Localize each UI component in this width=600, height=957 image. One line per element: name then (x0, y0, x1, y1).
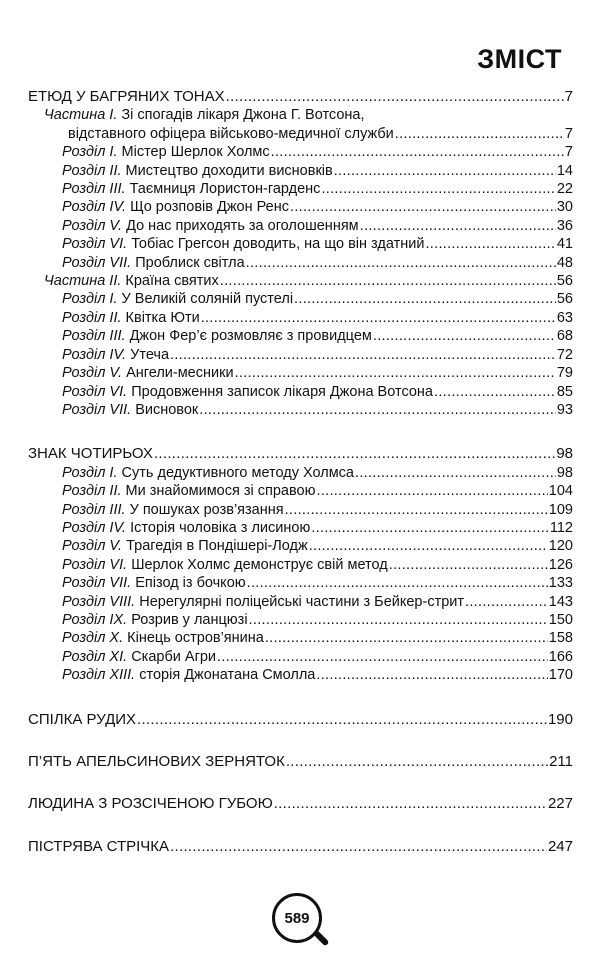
dot-leader (373, 327, 556, 345)
work-title-row (28, 711, 573, 729)
toc-entry-row (28, 629, 573, 647)
work-title-row (28, 445, 573, 463)
entry-prefix: Розділ VIII. (62, 593, 136, 610)
dot-leader (311, 519, 549, 537)
entry-text: ПІСТРЯВА СТРІЧКА (28, 837, 170, 855)
entry-page: 109 (548, 501, 573, 518)
toc-entry-row (28, 611, 573, 629)
entry-text: Квітка Юти (125, 309, 200, 326)
dot-leader (316, 482, 547, 500)
dot-leader (465, 593, 548, 611)
entry-text: Таємниця Лористон-гарденс (129, 181, 321, 198)
toc-entry-row (28, 272, 573, 290)
entry-text: Мистецтво доходити висновків (125, 162, 333, 179)
entry-page: 166 (548, 648, 573, 665)
entry-text: відставного офіцера військово-медичної служби (68, 125, 394, 142)
entry-text: У Великій соляній пустелі (121, 291, 294, 308)
entry-page: 63 (556, 309, 573, 326)
toc-entry-row (28, 290, 573, 308)
entry-prefix: Розділ І. (62, 464, 118, 481)
dot-leader (334, 162, 556, 180)
entry-page: 120 (548, 538, 573, 555)
work-title-row (28, 88, 573, 106)
toc-entry-row (28, 217, 573, 235)
entry-page: 133 (548, 575, 573, 592)
dot-leader (321, 180, 555, 198)
entry-prefix: Розділ IV. (62, 346, 127, 363)
entry-text: сторія Джонатана Смолла (139, 667, 316, 684)
work-title-row (28, 753, 573, 771)
entry-text: ЛЮДИНА З РОЗСІЧЕНОЮ ГУБОЮ (28, 795, 273, 813)
entry-text: Проблиск світла (135, 254, 245, 271)
toc-entry-row (28, 198, 573, 216)
entry-prefix: Розділ І. (62, 144, 118, 161)
toc-entry-row (28, 106, 573, 124)
entry-page: 56 (556, 291, 573, 308)
entry-prefix: Розділ VII. (62, 401, 132, 418)
entry-prefix: Розділ VI. (62, 383, 128, 400)
entry-text: ЕТЮД У БАГРЯНИХ ТОНАХ (28, 88, 225, 105)
toc-entry-row (28, 235, 573, 253)
entry-prefix: Розділ XIII. (62, 667, 136, 684)
entry-prefix: Розділ VI. (62, 556, 128, 573)
entry-text: Джон Фер’є розмовляє з провидцем (129, 328, 372, 345)
dot-leader (360, 217, 556, 235)
entry-text: П’ЯТЬ АПЕЛЬСИНОВИХ ЗЕРНЯТОК (28, 753, 285, 770)
table-of-contents (28, 88, 573, 856)
entry-prefix: Розділ V. (62, 365, 123, 382)
entry-page: 79 (556, 365, 573, 382)
toc-entry-row (28, 648, 573, 666)
entry-page: 143 (548, 593, 573, 610)
entry-text: Кінець остров’янина (127, 630, 264, 647)
entry-page: 7 (564, 125, 573, 142)
entry-prefix: Розділ ІІ. (62, 162, 122, 179)
dot-leader (286, 753, 548, 771)
entry-prefix: Частина ІІ. (44, 273, 122, 290)
entry-page: 227 (547, 795, 573, 813)
dot-leader (271, 143, 564, 161)
dot-leader (294, 290, 556, 308)
entry-prefix: Розділ ІІ. (62, 309, 122, 326)
dot-leader (309, 537, 548, 555)
dot-leader (247, 574, 548, 592)
entry-text: СПІЛКА РУДИХ (28, 710, 137, 728)
entry-text: Шерлок Холмс демонструє свій метод (131, 556, 388, 573)
entry-text: Розрив у ланцюзі (131, 611, 248, 628)
dot-leader (154, 445, 555, 463)
toc-entry-row (28, 364, 573, 382)
entry-prefix: Розділ ІІІ. (62, 501, 126, 518)
dot-leader (265, 629, 548, 647)
dot-leader (249, 611, 548, 629)
dot-leader (217, 648, 548, 666)
entry-prefix: Частина І. (44, 107, 118, 124)
toc-entry-row (28, 346, 573, 364)
entry-prefix: Розділ І. (62, 291, 118, 308)
dot-leader (355, 464, 556, 482)
dot-leader (389, 556, 548, 574)
dot-leader (137, 711, 547, 729)
entry-page: 170 (548, 667, 573, 684)
entry-page: 93 (556, 401, 573, 418)
toc-entry-row (28, 593, 573, 611)
entry-prefix: Розділ IX. (62, 611, 128, 628)
entry-text: Висновок (135, 401, 199, 418)
entry-page: 30 (556, 199, 573, 216)
entry-page: 22 (556, 181, 573, 198)
entry-page: 72 (556, 346, 573, 363)
dot-leader (316, 666, 547, 684)
entry-text: Продовження записок лікаря Джона Вотсона (131, 383, 433, 400)
toc-entry-row (28, 501, 573, 519)
entry-page: 36 (556, 217, 573, 234)
entry-page: 7 (564, 88, 573, 105)
toc-entry-row (28, 482, 573, 500)
dot-leader (425, 235, 555, 253)
toc-entry-row (28, 519, 573, 537)
toc-entry-row (28, 125, 573, 143)
entry-text: Зі спогадів лікаря Джона Г. Вотсона, (121, 107, 365, 124)
dot-leader (199, 401, 556, 419)
entry-prefix: Розділ ІІІ. (62, 181, 126, 198)
entry-text: ЗНАК ЧОТИРЬОХ (28, 445, 153, 463)
entry-prefix: Розділ IV. (62, 199, 127, 216)
entry-page: 98 (556, 464, 573, 481)
dot-leader (220, 272, 556, 290)
magnifier-icon (272, 893, 328, 949)
entry-page: 104 (548, 483, 573, 500)
entry-page: 14 (556, 162, 573, 179)
contents-heading: ЗМІСТ (477, 44, 562, 74)
entry-prefix: Розділ X. (62, 630, 124, 647)
dot-leader (170, 346, 556, 364)
toc-entry-row (28, 574, 573, 592)
entry-text: Ми знайомимося зі справою (125, 483, 316, 500)
dot-leader (246, 254, 556, 272)
page-number: 589 (284, 909, 310, 927)
work-title-row (28, 838, 573, 856)
entry-page: 158 (548, 630, 573, 647)
entry-text: Скарби Агри (131, 648, 217, 665)
entry-text: Містер Шерлок Холмс (121, 144, 270, 161)
toc-entry-row (28, 254, 573, 272)
dot-leader (290, 198, 556, 216)
entry-text: Трагедія в Пондішері-Лодж (126, 538, 308, 555)
entry-prefix: Розділ VII. (62, 254, 132, 271)
entry-prefix: Розділ V. (62, 538, 123, 555)
toc-entry-row (28, 309, 573, 327)
toc-entry-row (28, 383, 573, 401)
dot-leader (201, 309, 556, 327)
entry-prefix: Розділ VI. (62, 236, 128, 253)
entry-prefix: Розділ V. (62, 217, 123, 234)
entry-text: Суть дедуктивного методу Холмса (121, 464, 354, 481)
toc-entry-row (28, 143, 573, 161)
entry-page: 41 (556, 236, 573, 253)
toc-entry-row (28, 180, 573, 198)
entry-page: 7 (564, 144, 573, 161)
entry-page: 126 (548, 556, 573, 573)
toc-entry-row (28, 556, 573, 574)
dot-leader (170, 838, 547, 856)
entry-page: 190 (547, 710, 573, 728)
toc-entry-row (28, 327, 573, 345)
entry-page: 48 (556, 254, 573, 271)
entry-page: 56 (556, 273, 573, 290)
dot-leader (434, 383, 556, 401)
entry-prefix: Розділ ІІІ. (62, 328, 126, 345)
entry-text: Ангели-месники (126, 365, 234, 382)
entry-page: 150 (548, 611, 573, 628)
toc-entry-row (28, 401, 573, 419)
entry-page: 211 (549, 753, 573, 770)
entry-page: 112 (549, 519, 573, 536)
entry-text: Країна святих (125, 273, 219, 290)
entry-text: Епізод із бочкою (135, 575, 246, 592)
entry-page: 85 (556, 383, 573, 400)
toc-entry-row (28, 537, 573, 555)
toc-entry-row (28, 162, 573, 180)
entry-text: До нас приходять за оголошенням (126, 217, 359, 234)
work-title-row (28, 795, 573, 813)
entry-text: Нерегулярні поліцейські частини з Бейкер-стрит (139, 593, 465, 610)
dot-leader (274, 795, 547, 813)
entry-text: Тобіас Грегсон доводить, на що він здатний (131, 236, 425, 253)
dot-leader (395, 125, 564, 143)
entry-prefix: Розділ IV. (62, 519, 127, 536)
entry-prefix: Розділ ІІ. (62, 483, 122, 500)
entry-text: Утеча (130, 346, 170, 363)
entry-page: 68 (556, 328, 573, 345)
entry-page: 247 (547, 837, 573, 855)
entry-page: 98 (556, 445, 573, 463)
entry-text: Історія чоловіка з лисиною (130, 519, 311, 536)
dot-leader (235, 364, 556, 382)
entry-text: Що розповів Джон Ренс (130, 199, 289, 216)
entry-prefix: Розділ XI. (62, 648, 128, 665)
entry-text: У пошуках розв’язання (129, 501, 284, 518)
entry-prefix: Розділ VII. (62, 575, 132, 592)
dot-leader (285, 501, 548, 519)
toc-entry-row (28, 464, 573, 482)
dot-leader (226, 88, 564, 106)
toc-entry-row (28, 666, 573, 684)
